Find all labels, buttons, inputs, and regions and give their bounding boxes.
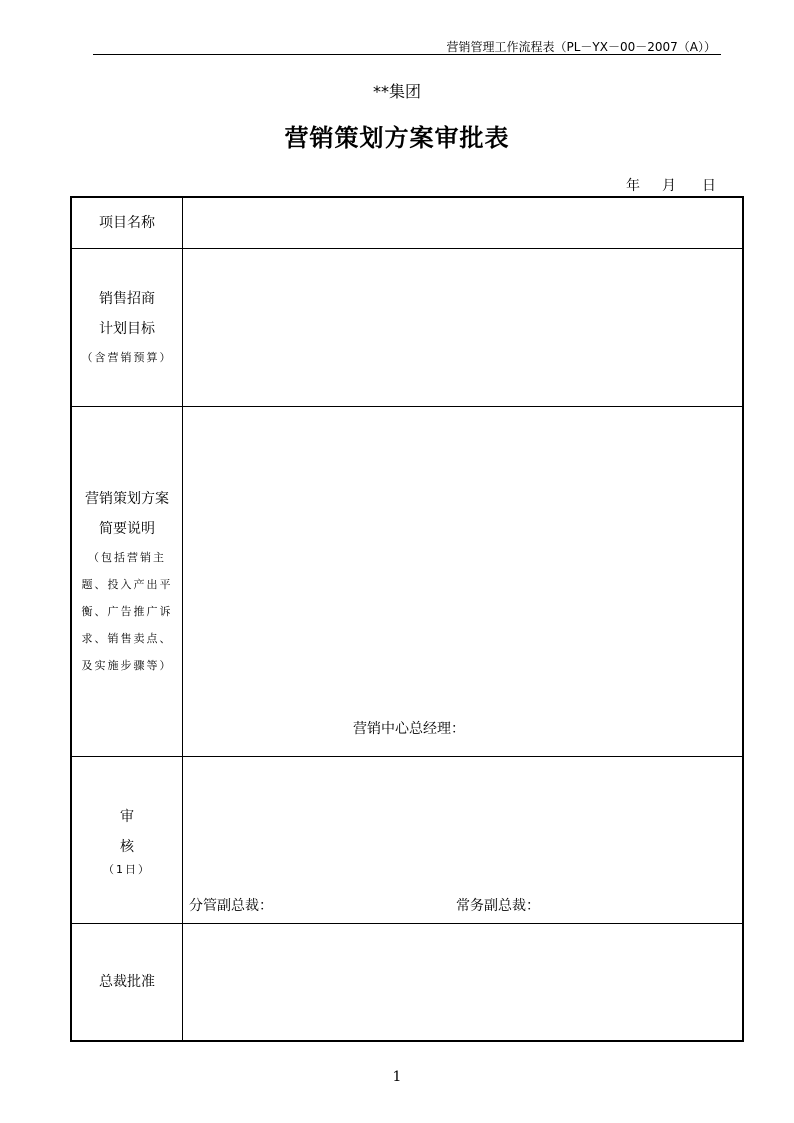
sales-target-label-cell xyxy=(72,249,183,406)
plan-summary-label-cell xyxy=(72,407,183,756)
approval-form-table xyxy=(70,196,744,1042)
review-field[interactable] xyxy=(183,757,742,923)
row-sales-target xyxy=(72,248,742,406)
plan-summary-note-line: 衡、广告推广诉 xyxy=(81,605,173,618)
evp-signature-label: 常务副总裁： xyxy=(456,898,540,914)
project-name-label-cell xyxy=(72,198,183,248)
sales-target-note: （含营销预算） xyxy=(81,351,173,364)
project-name-field[interactable] xyxy=(183,198,742,248)
sales-target-label-line2: 计划目标 xyxy=(99,321,155,337)
plan-summary-field[interactable] xyxy=(183,407,742,756)
plan-summary-note-line: 求、销售卖点、 xyxy=(81,632,173,645)
date-day-label: 日 xyxy=(702,178,716,194)
plan-summary-note-line: （包括营销主 xyxy=(88,551,166,564)
project-name-label: 项目名称 xyxy=(99,215,155,231)
plan-summary-label-line2: 简要说明 xyxy=(99,521,155,537)
date-line xyxy=(626,175,716,195)
approval-label-cell xyxy=(72,924,183,1040)
review-label-cell xyxy=(72,757,183,923)
sales-target-field[interactable] xyxy=(183,249,742,406)
header-rule xyxy=(93,54,721,55)
row-plan-summary xyxy=(72,406,742,756)
review-duration-note: （1日） xyxy=(103,863,151,876)
page-title: 营销策划方案审批表 xyxy=(284,124,510,152)
president-approval-field[interactable] xyxy=(183,924,742,1040)
date-month-label: 月 xyxy=(662,178,676,194)
row-review xyxy=(72,756,742,923)
sales-target-label-line1: 销售招商 xyxy=(99,291,155,307)
vp-signature-label: 分管副总裁： xyxy=(189,898,273,914)
plan-summary-label-line1: 营销策划方案 xyxy=(85,491,169,507)
plan-summary-note-line: 及实施步骤等） xyxy=(81,659,173,672)
document-code-header: 营销管理工作流程表（PL－YX－00－2007（A）） xyxy=(446,40,716,54)
president-approval-label: 总裁批准 xyxy=(99,974,155,990)
row-president-approval xyxy=(72,923,742,1040)
row-project-name xyxy=(72,198,742,248)
plan-summary-note-line: 题、投入产出平 xyxy=(81,578,173,591)
marketing-gm-signature-label: 营销中心总经理： xyxy=(353,721,465,737)
date-year-label: 年 xyxy=(626,178,640,194)
page-number: 1 xyxy=(392,1069,402,1085)
organization-name: **集团 xyxy=(372,82,421,101)
review-label: 审核 xyxy=(120,809,178,855)
